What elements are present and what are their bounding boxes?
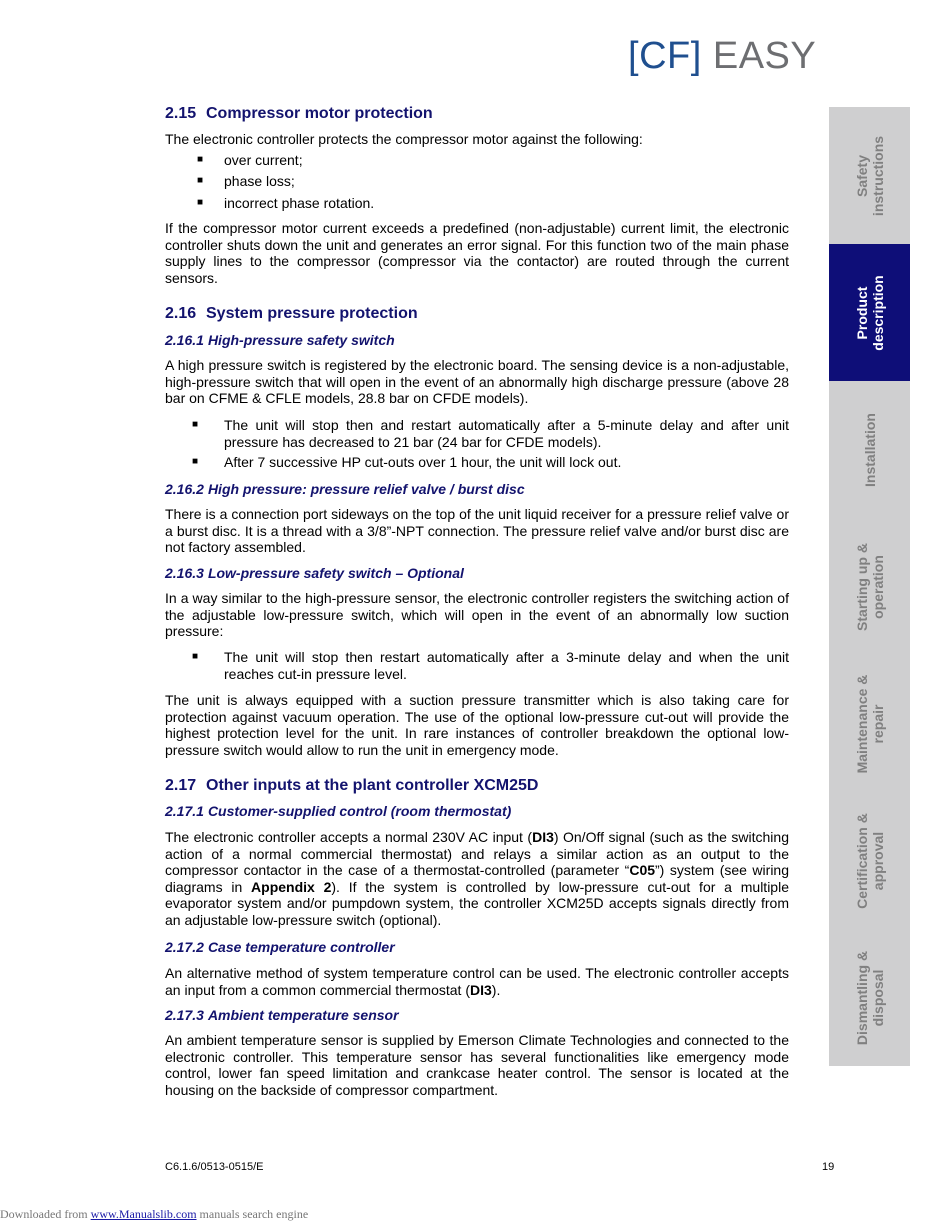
bullet-icon: ■ (192, 651, 199, 662)
section-2-15-paragraph: If the compressor motor current exceeds a predefined (non-adjustable) current limit, the electronic controller shuts down the unit and generates an error signal. For this function two of the main phase supply lines to the compressor (compressor via the contactor) are routed through the current sensors. (165, 220, 789, 286)
section-2-17-1-paragraph: The electronic controller accepts a normal 230V AC input (DI3) On/Off signal (such as the switching action of a normal commercial thermostat) and relays a similar action as an output to the compressor contactor in the case of a thermostat-controlled (parameter “C05”) system (see wiring diagrams in Appendix 2). If the system is controlled by low-pressure cut-out for a multiple evaporator system and/or pumpdown system, the controller XCM25D accepts signals directly from an adjustable low-pressure switch (optional). (165, 829, 790, 928)
section-2-16-1-paragraph: A high pressure switch is registered by the electronic board. The sensing device is a non-adjustable, high-pressure switch that will open in the event of an abnormally high discharge pressure (above 28 bar on CFME & CFLE models, 28.8 bar on CFDE models). (165, 357, 789, 407)
tab-starting-up-operation[interactable]: Starting up & operation (829, 518, 910, 655)
section-2-16-1-bullets (165, 417, 789, 475)
section-2-17-2-paragraph: An alternative method of system temperature control can be used. The electronic controller accepts an input from a common commercial thermostat (DI3). (165, 965, 789, 998)
section-title: Compressor motor protection (206, 105, 433, 122)
section-2-16-3-heading: 2.16.3 Low-pressure safety switch – Optional (165, 565, 464, 581)
cf-easy-logo (628, 32, 816, 80)
list-item: ■ phase loss; (197, 173, 295, 190)
download-notice: Downloaded from www.Manualslib.com manuals search engine (0, 1207, 309, 1221)
page-number: 19 (822, 1161, 835, 1173)
section-2-17-heading (165, 776, 789, 796)
logo-bracket-open: [ (628, 35, 640, 77)
section-2-16-2-heading: 2.16.2 High pressure: pressure relief valve / burst disc (165, 481, 525, 497)
section-2-15-heading (165, 104, 789, 124)
tab-certification-approval[interactable]: Certification & approval (829, 792, 910, 929)
chapter-sidebar (829, 107, 910, 1066)
section-title: Other inputs at the plant controller XCM25D (206, 777, 539, 794)
section-2-17-2-heading: 2.17.2 Case temperature controller (165, 939, 395, 955)
tab-dismantling-disposal[interactable]: Dismantling & disposal (829, 929, 910, 1066)
tab-safety-instructions[interactable]: Safety instructions (829, 107, 910, 244)
bullet-icon: ■ (197, 196, 204, 208)
section-2-16-3-bullets (165, 649, 789, 686)
section-number: 2.16 (165, 305, 197, 322)
section-title: System pressure protection (206, 305, 418, 322)
section-2-16-heading (165, 304, 789, 324)
list-item: ■ The unit will stop then and restart automatically after a 5-minute delay and after unit pressure has decreased to 21 bar (24 bar for CFDE models). (192, 417, 789, 450)
section-2-16-2-paragraph: There is a connection port sideways on the top of the unit liquid receiver for a pressure relief valve or a burst disc. It is a thread with a 3/8”-NPT connection. The pressure relief valve and/or burst disc are not factory assembled. (165, 506, 789, 556)
logo-bracket-close: ] (690, 35, 702, 77)
section-2-16-3-paragraph: In a way similar to the high-pressure sensor, the electronic controller registers the switching action of the adjustable low-pressure switch, which will open in the event of an abnormally low suction pressure: (165, 590, 789, 640)
list-item: ■ After 7 successive HP cut-outs over 1 hour, the unit will lock out. (192, 454, 622, 471)
section-2-15-intro: The electronic controller protects the compressor motor against the following: (165, 131, 643, 147)
manualslib-link[interactable]: www.Manualslib.com (90, 1207, 197, 1221)
section-number: 2.17 (165, 777, 197, 794)
tab-maintenance-repair[interactable]: Maintenance & repair (829, 655, 910, 792)
section-2-17-3-paragraph: An ambient temperature sensor is supplied by Emerson Climate Technologies and connected to the electronic controller. This temperature sensor has several functionalities like emergency mode control, lower fan speed limitation and crankcase heater control. The sensor is located at the housing on the backside of compressor compartment. (165, 1032, 789, 1098)
list-item: ■ incorrect phase rotation. (197, 194, 375, 211)
section-2-17-1-heading: 2.17.1 Customer-supplied control (room thermostat) (165, 803, 512, 819)
list-item: ■ The unit will stop then restart automatically after a 3-minute delay and when the unit reaches cut-in pressure level. (192, 649, 789, 682)
bullet-icon: ■ (192, 419, 199, 430)
logo-cf: CF (639, 35, 691, 77)
list-item: ■ over current; (197, 152, 303, 168)
bullet-icon: ■ (197, 175, 204, 187)
tab-product-description[interactable]: Product description (829, 244, 910, 381)
section-2-16-3-paragraph-2: The unit is always equipped with a suction pressure transmitter which is also taking care for protection against vacuum operation. The use of the optional low-pressure cut-out will provide the highest protection level for the unit. In rare instances of controller breakdown the optional low-pressure switch would allow to run the unit in emergency mode. (165, 692, 789, 758)
logo-easy: EASY (712, 35, 817, 77)
section-number: 2.15 (165, 105, 197, 122)
document-reference: C6.1.6/0513-0515/E (165, 1161, 264, 1173)
section-2-15-bullets (165, 152, 789, 216)
section-2-17-3-heading: 2.17.3 Ambient temperature sensor (165, 1007, 399, 1023)
bullet-icon: ■ (197, 154, 204, 165)
tab-installation[interactable]: Installation (829, 381, 910, 518)
section-2-16-1-heading: 2.16.1 High-pressure safety switch (165, 332, 395, 348)
bullet-icon: ■ (192, 456, 199, 468)
